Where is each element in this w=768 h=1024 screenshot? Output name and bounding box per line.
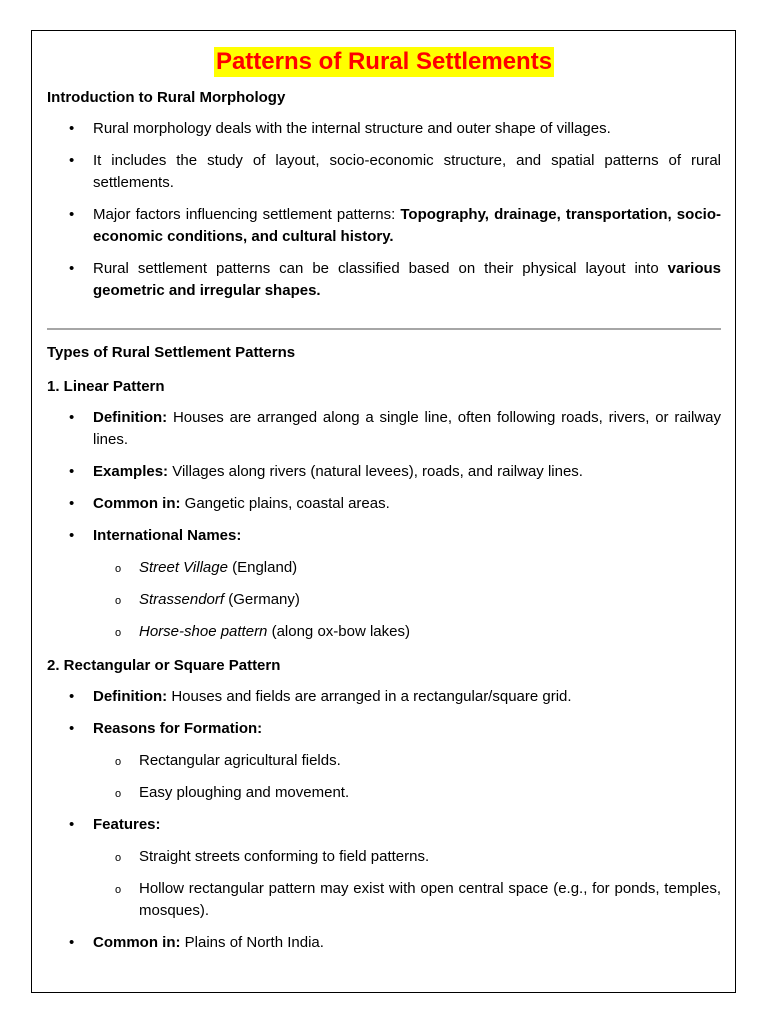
intro-list (47, 118, 721, 302)
sub-list-item: o Hollow rectangular pattern may exist with open central space (e.g., for ponds, temples, mosques). (115, 880, 721, 919)
circle-bullet-icon: o (115, 627, 122, 639)
list-item: • Reasons for Formation: o Rectangular agricultural fields. o Easy ploughing and movement. (47, 718, 721, 804)
list-item: • Features: o Straight streets conforming to field patterns. o Hollow rectangular pattern may exist with open central space (e.g., for ponds, temples, mosques). (47, 814, 721, 922)
circle-bullet-icon: o (115, 563, 122, 575)
sub-list-item: o Horse-shoe pattern (along ox-bow lakes) (93, 621, 721, 643)
rectangular-list (47, 686, 721, 954)
list-item: • Common in: Plains of North India. (47, 932, 721, 954)
sub-list-item: o Street Village (England) (93, 557, 721, 579)
intl-names-list (93, 557, 721, 643)
circle-bullet-icon: o (115, 852, 122, 864)
title-container (47, 47, 721, 79)
circle-bullet-icon: o (115, 756, 122, 768)
list-item: • Rural morphology deals with the internal structure and outer shape of villages. (47, 118, 721, 140)
sub-list-item: o Strassendorf (Germany) (93, 589, 721, 611)
types-heading: Types of Rural Settlement Patterns (47, 344, 296, 361)
bullet-icon: • (69, 688, 75, 705)
intro-heading: Introduction to Rural Morphology (47, 89, 286, 106)
circle-bullet-icon: o (115, 595, 122, 607)
list-item: • It includes the study of layout, socio-economic structure, and spatial patterns of rural settlements. (69, 152, 721, 191)
circle-bullet-icon: o (115, 788, 122, 800)
list-item: • Common in: Gangetic plains, coastal areas. (47, 493, 721, 515)
bullet-icon: • (69, 409, 75, 426)
bullet-icon: • (69, 152, 75, 169)
linear-list (47, 407, 721, 643)
sub-list-item: o Rectangular agricultural fields. (93, 750, 721, 772)
sub-list-item: o Easy ploughing and movement. (93, 782, 721, 804)
bullet-icon: • (69, 934, 75, 951)
list-item: • Definition: Houses are arranged along a single line, often following roads, rivers, or railway lines. (69, 409, 721, 448)
bullet-icon: • (69, 816, 75, 833)
features-list (93, 846, 721, 922)
rectangular-heading: 2. Rectangular or Square Pattern (47, 657, 281, 674)
page-title: Patterns of Rural Settlements (215, 48, 553, 75)
list-item: • Rural settlement patterns can be classified based on their physical layout into various geometric and irregular shapes. (69, 260, 721, 299)
bullet-icon: • (69, 260, 75, 277)
document-content (47, 47, 721, 954)
document-page (31, 30, 736, 993)
bullet-icon: • (69, 463, 75, 480)
reasons-list (93, 750, 721, 804)
bullet-icon: • (69, 527, 75, 544)
list-item: • Definition: Houses and fields are arranged in a rectangular/square grid. (47, 686, 721, 708)
list-item: • Major factors influencing settlement patterns: Topography, drainage, transportation, socio-economic conditions, and cultural history. (69, 206, 721, 245)
bullet-icon: • (69, 206, 75, 223)
bullet-icon: • (69, 720, 75, 737)
sub-list-item: o Straight streets conforming to field patterns. (93, 846, 721, 868)
list-item: • Examples: Villages along rivers (natural levees), roads, and railway lines. (47, 461, 721, 483)
list-item: • International Names: o Street Village (England) o Strassendorf (Germany) o Horse-shoe pattern (along ox-bow lakes) (47, 525, 721, 643)
section-divider (47, 328, 721, 330)
linear-heading: 1. Linear Pattern (47, 378, 165, 395)
bullet-icon: • (69, 495, 75, 512)
circle-bullet-icon: o (115, 884, 122, 896)
bullet-icon: • (69, 120, 75, 137)
